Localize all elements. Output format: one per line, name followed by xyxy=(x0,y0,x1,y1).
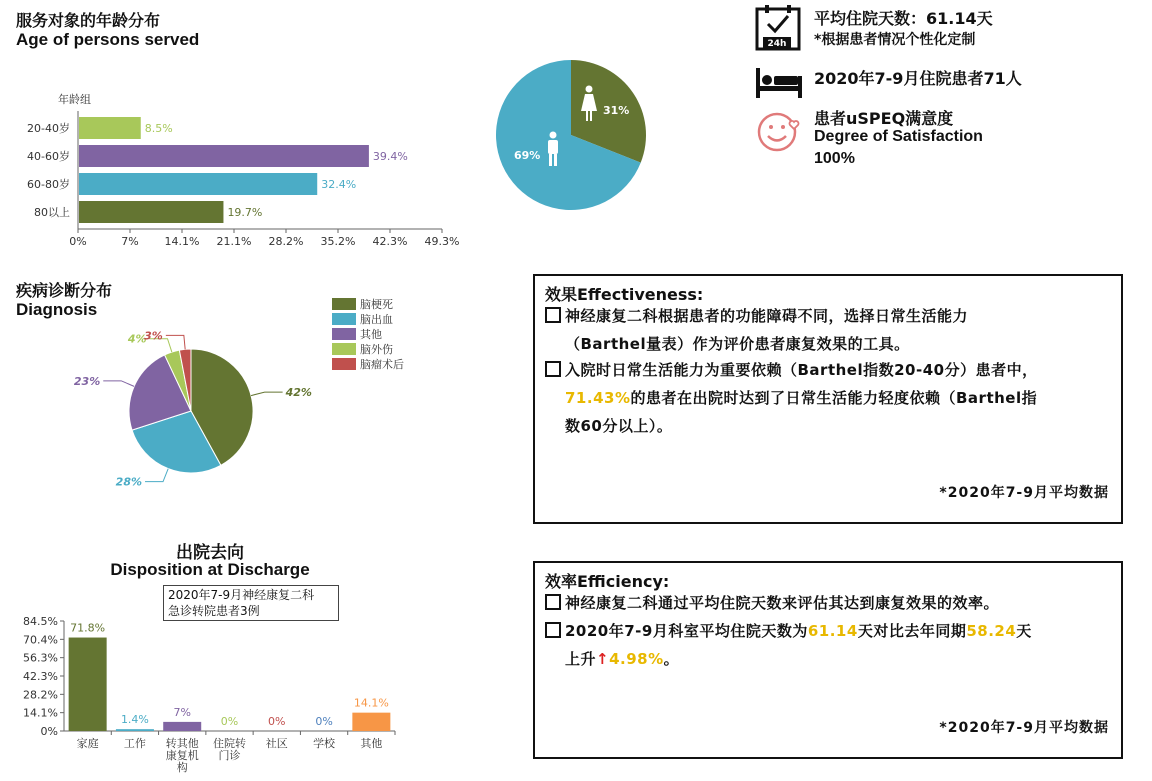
age-value-label: 19.7% xyxy=(227,206,263,219)
diagnosis-legend-swatch xyxy=(332,343,356,355)
effectiveness-item-1: 神经康复二科根据患者的功能障碍不同，选择日常生活能力 （Barthel量表）作为评价患者康复效果的工具。 xyxy=(545,302,1111,358)
discharge-bar-chart xyxy=(0,605,410,781)
discharge-value-label: 14.1% xyxy=(353,696,389,710)
discharge-y-tick-label: 56.3% xyxy=(23,651,58,665)
age-value-label: 39.4% xyxy=(372,150,408,163)
age-x-tick-label: 49.3% xyxy=(424,235,460,248)
age-x-tick-label: 42.3% xyxy=(372,235,408,248)
discharge-title-en: Disposition at Discharge xyxy=(110,560,310,579)
diagnosis-legend-label: 其他 xyxy=(360,328,382,341)
efficiency-item-1: 神经康复二科通过平均住院天数来评估其达到康复效果的效率。 xyxy=(545,589,1111,617)
discharge-category-label: 构 xyxy=(176,761,188,774)
discharge-y-tick-label: 42.3% xyxy=(23,670,58,683)
efficiency-item-2: 2020年7-9月科室平均住院天数为61.14天对比去年同期58.24天 上升↑4.98%。 xyxy=(545,617,1111,673)
checkbox-icon xyxy=(545,594,561,610)
svg-text:24h: 24h xyxy=(767,39,787,49)
age-title-zh: 服务对象的年龄分布 xyxy=(16,11,161,30)
discharge-category-label: 康复机 xyxy=(165,749,199,762)
diagnosis-pct-label: 28% xyxy=(115,475,143,489)
discharge-category-label: 工作 xyxy=(123,737,146,750)
checkbox-icon xyxy=(545,307,561,323)
age-category-label: 80以上 xyxy=(34,206,70,219)
discharge-category-label: 门诊 xyxy=(218,749,241,762)
diagnosis-pie-chart xyxy=(60,290,430,500)
discharge-bar xyxy=(116,729,154,731)
age-x-tick-label: 0% xyxy=(69,235,87,248)
diagnosis-legend-label: 脑瘤术后 xyxy=(360,358,404,371)
smile-heart-icon xyxy=(756,108,804,158)
discharge-y-tick-label: 84.5% xyxy=(23,615,58,628)
age-bar xyxy=(79,201,223,223)
discharge-title-zh: 出院去向 xyxy=(176,543,244,562)
avg-stay-title: 平均住院天数：61.14天 xyxy=(814,9,993,28)
discharge-category-label: 社区 xyxy=(265,737,288,750)
age-x-tick-label: 28.2% xyxy=(268,235,304,248)
discharge-category-label: 住院转 xyxy=(213,737,246,750)
discharge-value-label: 7% xyxy=(173,705,191,719)
discharge-category-label: 其他 xyxy=(360,737,383,750)
checkbox-icon xyxy=(545,361,561,377)
discharge-y-tick-label: 14.1% xyxy=(23,706,58,720)
discharge-category-label: 转其他 xyxy=(165,737,199,750)
age-category-label: 40-60岁 xyxy=(27,150,70,163)
patients-count: 2020年7-9月住院患者71人 xyxy=(814,69,1022,88)
age-bar-chart xyxy=(0,85,470,260)
efficiency-note: *2020年7-9月平均数据 xyxy=(939,720,1109,736)
diagnosis-pct-label: 3% xyxy=(144,329,163,343)
discharge-bar xyxy=(69,638,107,731)
age-x-tick-label: 35.2% xyxy=(320,235,356,248)
age-value-label: 8.5% xyxy=(144,122,173,135)
calendar-24h-icon xyxy=(754,4,802,56)
diagnosis-leader-line xyxy=(145,469,168,482)
satisfaction-en: Degree of Satisfaction xyxy=(814,128,983,145)
satisfaction-zh: 患者uSPEQ满意度 xyxy=(814,109,954,128)
diagnosis-legend-label: 脑出血 xyxy=(360,313,393,326)
diagnosis-leader-line xyxy=(103,381,134,387)
age-value-label: 32.4% xyxy=(321,178,357,191)
discharge-bar xyxy=(352,713,390,731)
age-bar xyxy=(79,145,369,167)
age-title-en: Age of persons served xyxy=(16,30,200,49)
gender-pie-chart xyxy=(490,55,655,215)
effectiveness-note: *2020年7-9月平均数据 xyxy=(939,485,1109,501)
diagnosis-legend-swatch xyxy=(332,358,356,370)
effectiveness-highlight: 71.43% xyxy=(565,389,631,407)
diagnosis-legend-swatch xyxy=(332,298,356,310)
efficiency-heading: 效率Efficiency: xyxy=(545,572,670,591)
discharge-value-label: 0% xyxy=(268,715,286,728)
age-category-label: 60-80岁 xyxy=(27,178,70,191)
diagnosis-pct-label: 42% xyxy=(285,386,312,400)
discharge-bar xyxy=(163,722,201,731)
discharge-value-label: 71.8% xyxy=(70,621,106,635)
diagnosis-legend-label: 脑外伤 xyxy=(360,343,393,356)
age-x-tick-label: 21.1% xyxy=(216,235,252,248)
age-category-label: 20-40岁 xyxy=(27,122,70,135)
effectiveness-box xyxy=(533,274,1123,524)
diagnosis-legend-label: 脑梗死 xyxy=(360,298,393,311)
age-bar xyxy=(79,173,317,195)
effectiveness-heading: 效果Effectiveness: xyxy=(545,285,704,304)
discharge-value-label: 0% xyxy=(315,715,333,728)
discharge-annotation: 2020年7-9月神经康复二科 急诊转院患者3例 xyxy=(163,585,339,621)
discharge-y-tick-label: 0% xyxy=(40,725,58,738)
diagnosis-pct-label: 4% xyxy=(127,332,147,346)
diagnosis-title-en: Diagnosis xyxy=(16,300,98,319)
age-bar xyxy=(79,117,141,139)
discharge-value-label: 0% xyxy=(220,715,239,728)
discharge-value-label: 1.4% xyxy=(120,713,149,727)
male-pct-label: 69% xyxy=(514,149,541,162)
age-x-tick-label: 14.1% xyxy=(164,235,200,248)
bed-icon xyxy=(754,66,804,104)
female-pct-label: 31% xyxy=(603,104,630,117)
diagnosis-legend-swatch xyxy=(332,328,356,340)
age-x-tick-label: 7% xyxy=(121,235,139,248)
satisfaction-value: 100% xyxy=(814,150,855,167)
diagnosis-title-zh: 疾病诊断分布 xyxy=(16,281,113,300)
discharge-y-tick-label: 70.4% xyxy=(23,633,58,647)
avg-stay-note: *根据患者情况个性化定制 xyxy=(814,32,976,48)
up-arrow-icon: ↑ xyxy=(596,650,610,668)
age-axis-title: 年龄组 xyxy=(58,93,91,106)
efficiency-box xyxy=(533,561,1123,759)
effectiveness-item-2: 入院时日常生活能力为重要依赖（Barthel指数20-40分）患者中， 71.43%的患者在出院时达到了日常生活能力轻度依赖（Barthel指 数60分以上）。 xyxy=(545,356,1111,440)
discharge-category-label: 学校 xyxy=(313,737,336,750)
checkbox-icon xyxy=(545,622,561,638)
discharge-category-label: 家庭 xyxy=(76,737,99,750)
diagnosis-pct-label: 23% xyxy=(73,374,101,388)
diagnosis-leader-line xyxy=(251,392,283,395)
diagnosis-legend-swatch xyxy=(332,313,356,325)
discharge-y-tick-label: 28.2% xyxy=(23,688,58,702)
